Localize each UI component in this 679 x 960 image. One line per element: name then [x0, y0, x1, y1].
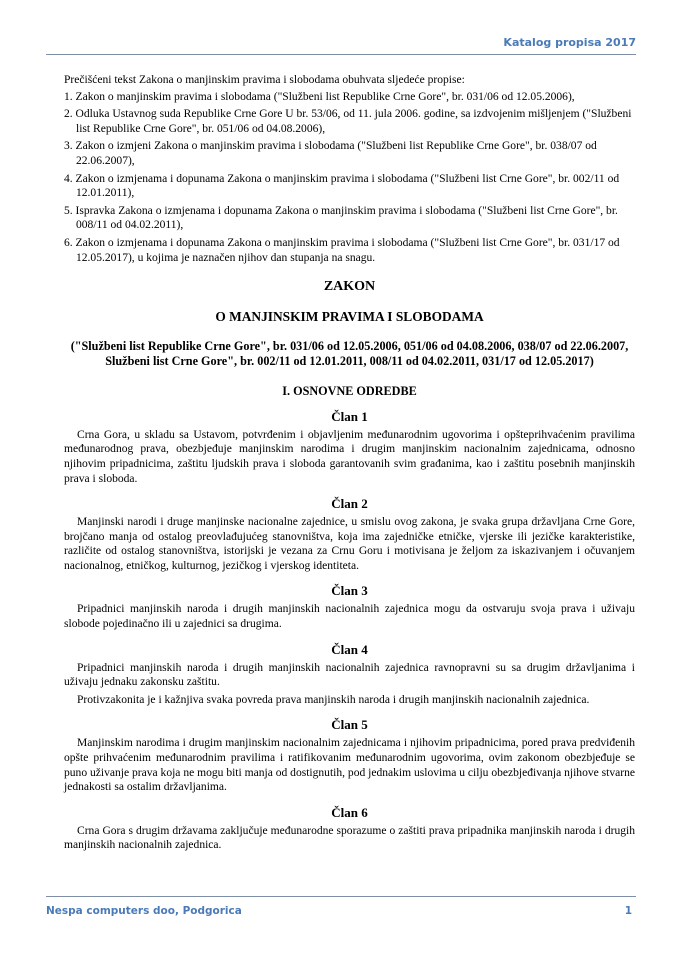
article-2 — [64, 496, 635, 573]
law-subtitle: O MANJINSKIM PRAVIMA I SLOBODAMA — [215, 309, 484, 325]
article-3 — [64, 583, 635, 631]
article-1 — [64, 409, 635, 486]
article-paragraph: Pripadnici manjinskih naroda i drugih manjinskih nacionalnih zajednica mogu da ostvaruju svoja prava i uživaju slobode pojedinačno ili u zajednici sa drugima. — [64, 603, 635, 631]
article-heading: Član 1 — [331, 408, 368, 424]
intro-text: Prečišćeni tekst Zakona o manjinskim pravima i slobodama obuhvata sljedeće propise: — [64, 74, 465, 86]
page-footer — [46, 896, 636, 917]
regulation-item: 3. Zakon o izmjeni Zakona o manjinskim pravima i slobodama ("Službeni list Republike Crne Gore", br. 038/07 od 22.06.2007), — [64, 140, 597, 167]
article-heading: Član 5 — [331, 717, 368, 733]
page-number: 1 — [624, 905, 632, 917]
regulation-item: 4. Zakon o izmjenama i dopunama Zakona o manjinskim pravima i slobodama ("Službeni list Crne Gore", br. 002/11 od 12.01.2011), — [64, 172, 620, 200]
footer-company: Nespa computers doo, Podgorica — [46, 905, 242, 917]
article-paragraph: Pripadnici manjinskih naroda i drugih manjinskih nacionalnih zajednica ravnopravni su sa drugim državljanima i uživaju jednaku zakonsku zaštitu. — [64, 661, 635, 689]
article-paragraph: Crna Gora, u skladu sa Ustavom, potvrđenim i objavljenim međunarodnim ugovorima i opšteprihvaćenim pravilima međunarodnog prava, obezbjeđuje manjinskim narodima i drugim manjinskim nacionalnim zajednicama, odnosno njihovim pripadnicima, zaštitu ljudskih prava i sloboda garantovanih svim građanima, kao i zaštitu posebnih manjinskih prava i sloboda. — [64, 428, 635, 485]
regulation-item: 5. Ispravka Zakona o izmjenama i dopunama Zakona o manjinskim pravima i slobodama ("Službeni list Crne Gore", br. 008/11 od 04.02.2011), — [64, 204, 618, 232]
article-6 — [64, 805, 635, 853]
document-body — [64, 73, 635, 856]
regulations-list — [64, 90, 635, 266]
article-heading: Član 6 — [331, 804, 368, 820]
article-paragraph: Manjinskim narodima i drugim manjinskim nacionalnim zajednicama i njihovim pripadnicima, pored prava predviđenih opšte prihvaćenim međunarodnim pravilima i ratifikovanim međunarodnim ugovorima, ovim zakonom obezbjeđuje se puno uživanje prava koja ne mogu biti manja od dostignutih, pod jednakim uslovima u cilju obezbjeđivanja njihove stvarne jednakosti sa ostalim državljanima. — [64, 737, 635, 794]
regulation-item: 2. Odluka Ustavnog suda Republike Crne Gore U br. 53/06, od 11. jula 2006. godine, sa izdvojenim mišljenjem ("Službeni list Republike Crne Gore", br. 051/06 od 04.08.2006), — [64, 108, 632, 135]
article-paragraph: Manjinski narodi i druge manjinske nacionalne zajednice, u smislu ovog zakona, je svaka grupa državljana Crne Gore, brojčano manja od ostalog preovlađujućeg stanovništva, koja ima zajedničke etničke, vjerske ili jezičke karakteristike, različite od ostalog stanovništva, istorijski je vezana za Crnu Goru i motivisana je željom za iskazivanjem i očuvanjem nacionalnog, etničkog, kulturnog, jezičkog i vjerskog identiteta. — [64, 516, 635, 572]
law-title: ZAKON — [323, 279, 376, 295]
catalog-title: Katalog propisa 2017 — [503, 36, 636, 49]
article-heading: Član 2 — [331, 496, 368, 512]
article-heading: Član 4 — [331, 641, 368, 657]
gazette-reference: ("Službeni list Republike Crne Gore", br. 031/06 od 12.05.2006, 051/06 od 04.08.2006, 038/07 od 22.06.2007, Službeni list Crne Gore", br. 002/11 od 12.01.2011, 008/11 od 04.02.2011, 031/17 od 12.05.2017) — [70, 339, 629, 369]
page-header — [46, 36, 636, 55]
regulation-item: 6. Zakon o izmjenama i dopunama Zakona o manjinskim pravima i slobodama ("Službeni list Crne Gore", br. 031/17 od 12.05.2017), u kojima je naznačen njihov dan stupanja na snagu. — [64, 236, 620, 264]
article-5 — [64, 717, 635, 794]
article-paragraph: Crna Gora s drugim državama zaključuje međunarodne sporazume o zaštiti prava pripadnika manjinskih naroda i drugih manjinskih nacionalnih zajednica. — [64, 824, 635, 852]
regulation-item: 1. Zakon o manjinskim pravima i slobodama ("Službeni list Republike Crne Gore", br. 031/06 od 12.05.2006), — [64, 90, 575, 103]
article-paragraph: Protivzakonita je i kažnjiva svaka povreda prava manjinskih naroda i drugih manjinskih nacionalnih zajednica. — [77, 693, 590, 706]
article-heading: Član 3 — [331, 583, 368, 599]
article-4 — [64, 642, 635, 708]
section-heading: I. OSNOVNE ODREDBE — [282, 384, 417, 399]
